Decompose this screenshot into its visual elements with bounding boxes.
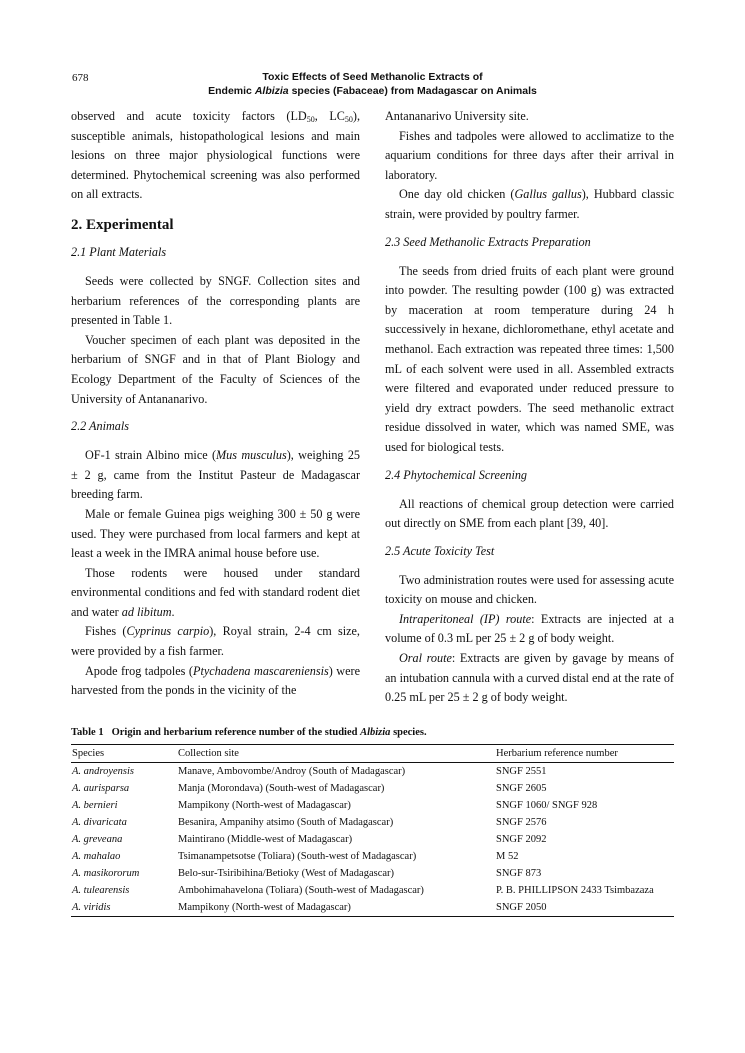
text: , LC bbox=[314, 109, 345, 123]
species-cell: A. androyensis bbox=[72, 766, 135, 777]
table-row bbox=[71, 763, 674, 781]
reference-cell: SNGF 2576 bbox=[496, 817, 547, 828]
reference-cell: SNGF 2050 bbox=[496, 902, 547, 913]
paragraph-voucher: Voucher specimen of each plant was deposited in the herbarium of SNGF and in that of Plant Biology and Ecology Department of the Faculty of Sciences of the University of Antananarivo. bbox=[71, 332, 360, 406]
site-cell: Tsimanampetsotse (Toliara) (South-west of Madagascar) bbox=[178, 851, 417, 862]
subsection-heading-extracts: 2.3 Seed Methanolic Extracts Preparation bbox=[385, 234, 591, 249]
reference-cell: SNGF 1060/ SNGF 928 bbox=[496, 800, 598, 811]
route-name: Intraperitoneal (IP) route bbox=[399, 611, 532, 626]
table-row bbox=[71, 899, 674, 917]
paragraph-guinea-pigs: Male or female Guinea pigs weighing 300 ± 50 g were used. They were purchased from local farmers and kept at least a week in the IMRA animal house before use. bbox=[71, 506, 360, 561]
species-name: Mus musculus bbox=[216, 448, 287, 463]
table-row bbox=[71, 797, 674, 814]
text: Origin and herbarium reference number of the studied bbox=[111, 727, 361, 738]
title-text: species (Fabaceae) from Madagascar on Animals bbox=[288, 85, 537, 97]
intro-paragraph bbox=[71, 107, 360, 205]
paragraph-rodents bbox=[71, 564, 360, 623]
species-cell: A. greveana bbox=[72, 834, 123, 845]
table-caption bbox=[71, 727, 427, 738]
subsection-heading-phytochemical: 2.4 Phytochemical Screening bbox=[385, 467, 528, 482]
paragraph-ip-route bbox=[385, 610, 674, 649]
running-title-line-1: Toxic Effects of Seed Methanolic Extracts of bbox=[262, 71, 483, 83]
reference-cell: SNGF 2092 bbox=[496, 834, 547, 845]
site-cell: Belo-sur-Tsiribihina/Betioky (West of Madagascar) bbox=[178, 868, 395, 879]
table-header-row bbox=[71, 745, 674, 763]
paragraph-chicken bbox=[385, 185, 674, 224]
table-row bbox=[71, 831, 674, 848]
header-species: Species bbox=[72, 748, 105, 759]
paragraph-acute-toxicity: Two administration routes were used for assessing acute toxicity on mouse and chicken. bbox=[385, 572, 674, 607]
subscript: 50 bbox=[344, 115, 353, 124]
site-cell: Besanira, Ampanihy atsimo (South of Madagascar) bbox=[178, 817, 394, 828]
table-row bbox=[71, 780, 674, 797]
paragraph-tadpoles bbox=[71, 662, 360, 701]
table-row bbox=[71, 865, 674, 882]
text: Fishes ( bbox=[85, 624, 127, 639]
subsection-heading-acute-toxicity: 2.5 Acute Toxicity Test bbox=[385, 543, 495, 558]
site-cell: Manave, Ambovombe/Androy (South of Madagascar) bbox=[178, 766, 406, 777]
reference-cell: SNGF 873 bbox=[496, 868, 542, 879]
route-name: Oral route bbox=[399, 651, 452, 666]
text: One day old chicken ( bbox=[399, 187, 515, 202]
species-cell: A. aurisparsa bbox=[72, 783, 130, 794]
text: species. bbox=[390, 727, 427, 738]
text: ), Royal strain, 2-4 cm size, were provided by a fish farmer. bbox=[71, 624, 360, 659]
species-name: Cyprinus carpio bbox=[126, 624, 210, 639]
header-collection-site: Collection site bbox=[178, 748, 239, 759]
species-cell: A. divaricata bbox=[72, 817, 127, 828]
paragraph-continuation: Antananarivo University site. bbox=[385, 109, 529, 123]
right-column bbox=[385, 107, 674, 708]
header-herbarium-reference: Herbarium reference number bbox=[496, 748, 618, 759]
paragraph-extraction: The seeds from dried fruits of each plant were ground into powder. The resulting powder (100 g) was extracted by maceration at room temperature during 24 h successively in hexane, dichloromethane, ethyl acetate and methanol. Each extraction was repeated three times: 1,500 mL of each solvent were used in all. Assembled extracts were filtered and evaporated under reduced pressure to yield dry extract powders. The seed methanolic extract residue dissolved in water, which was named SME, was used for biological tests. bbox=[385, 263, 674, 454]
text: OF-1 strain Albino mice ( bbox=[85, 448, 217, 463]
text: Those rodents were housed under standard environmental conditions and fed with standard rodent diet and water bbox=[71, 565, 360, 619]
paragraph-acclimatize: Fishes and tadpoles were allowed to acclimatize to the aquarium conditions for three days after their arrival in laboratory. bbox=[385, 128, 674, 182]
reference-cell: P. B. PHILLIPSON 2433 Tsimbazaza bbox=[496, 885, 654, 896]
genus-name: Albizia bbox=[360, 727, 391, 738]
text: . bbox=[171, 604, 175, 619]
subsection-heading-animals: 2.2 Animals bbox=[71, 419, 130, 434]
text: : Extracts are given by gavage by means of an intubation cannula with a curved distal end at the rate of 0.25 mL per 25 ± 2 g of body weight. bbox=[385, 651, 674, 705]
site-cell: Mampikony (North-west of Madagascar) bbox=[178, 902, 351, 913]
site-cell: Manja (Morondava) (South-west of Madagascar) bbox=[178, 783, 385, 794]
site-cell: Ambohimahavelona (Toliara) (South-west of Madagascar) bbox=[178, 885, 424, 896]
paragraph-plant-collection: Seeds were collected by SNGF. Collection sites and herbarium references of the corresponding plants are presented in Table 1. bbox=[71, 273, 360, 328]
subsection-heading-plant-materials: 2.1 Plant Materials bbox=[71, 244, 167, 259]
italic-term: ad libitum bbox=[121, 604, 172, 619]
paragraph-mice bbox=[71, 446, 360, 505]
species-name: Gallus gallus bbox=[514, 187, 582, 202]
left-column bbox=[71, 107, 360, 701]
table-row bbox=[71, 814, 674, 831]
species-cell: A. bernieri bbox=[72, 800, 118, 811]
site-cell: Mampikony (North-west of Madagascar) bbox=[178, 800, 351, 811]
table-row bbox=[71, 848, 674, 865]
table-label: Table 1 bbox=[71, 727, 104, 738]
title-text: Endemic bbox=[208, 85, 255, 97]
table-row bbox=[71, 882, 674, 899]
paragraph-oral-route bbox=[385, 649, 674, 708]
species-cell: A. tulearensis bbox=[72, 885, 130, 896]
paragraph-phytochemical: All reactions of chemical group detection were carried out directly on SME from each plant [39, 40]. bbox=[385, 496, 674, 531]
text: observed and acute toxicity factors (LD bbox=[71, 109, 307, 123]
species-name: Ptychadena mascareniensis bbox=[193, 663, 329, 678]
site-cell: Maintirano (Middle-west of Madagascar) bbox=[178, 834, 353, 845]
subscript: 50 bbox=[306, 115, 315, 124]
text: ), susceptible animals, histopathological lesions and main lesions on three major physiological functions were determined. Phytochemical screening was also performed on all extracts. bbox=[71, 109, 361, 202]
paragraph-fishes bbox=[71, 622, 360, 661]
text: ), weighing 25 ± 2 g, came from the Institut Pasteur de Madagascar breeding farm. bbox=[71, 448, 361, 502]
page-number: 678 bbox=[72, 72, 89, 84]
text: ), Hubbard classic strain, were provided by poultry farmer. bbox=[385, 187, 674, 221]
text: ) were harvested from the ponds in the vicinity of the bbox=[71, 663, 360, 698]
reference-cell: SNGF 2551 bbox=[496, 766, 547, 777]
reference-cell: SNGF 2605 bbox=[496, 783, 547, 794]
origin-table bbox=[71, 744, 674, 917]
text: Apode frog tadpoles ( bbox=[85, 663, 193, 678]
running-title bbox=[140, 70, 605, 98]
running-title-line-2 bbox=[140, 84, 605, 98]
section-heading-experimental: 2. Experimental bbox=[71, 216, 174, 233]
title-genus: Albizia bbox=[254, 85, 289, 97]
species-cell: A. mahalao bbox=[72, 851, 121, 862]
species-cell: A. masikororum bbox=[72, 868, 140, 879]
reference-cell: M 52 bbox=[496, 851, 519, 862]
text: : Extracts are injected at a volume of 0.3 mL per 25 ± 2 g of body weight. bbox=[385, 611, 674, 646]
species-cell: A. viridis bbox=[72, 902, 111, 913]
